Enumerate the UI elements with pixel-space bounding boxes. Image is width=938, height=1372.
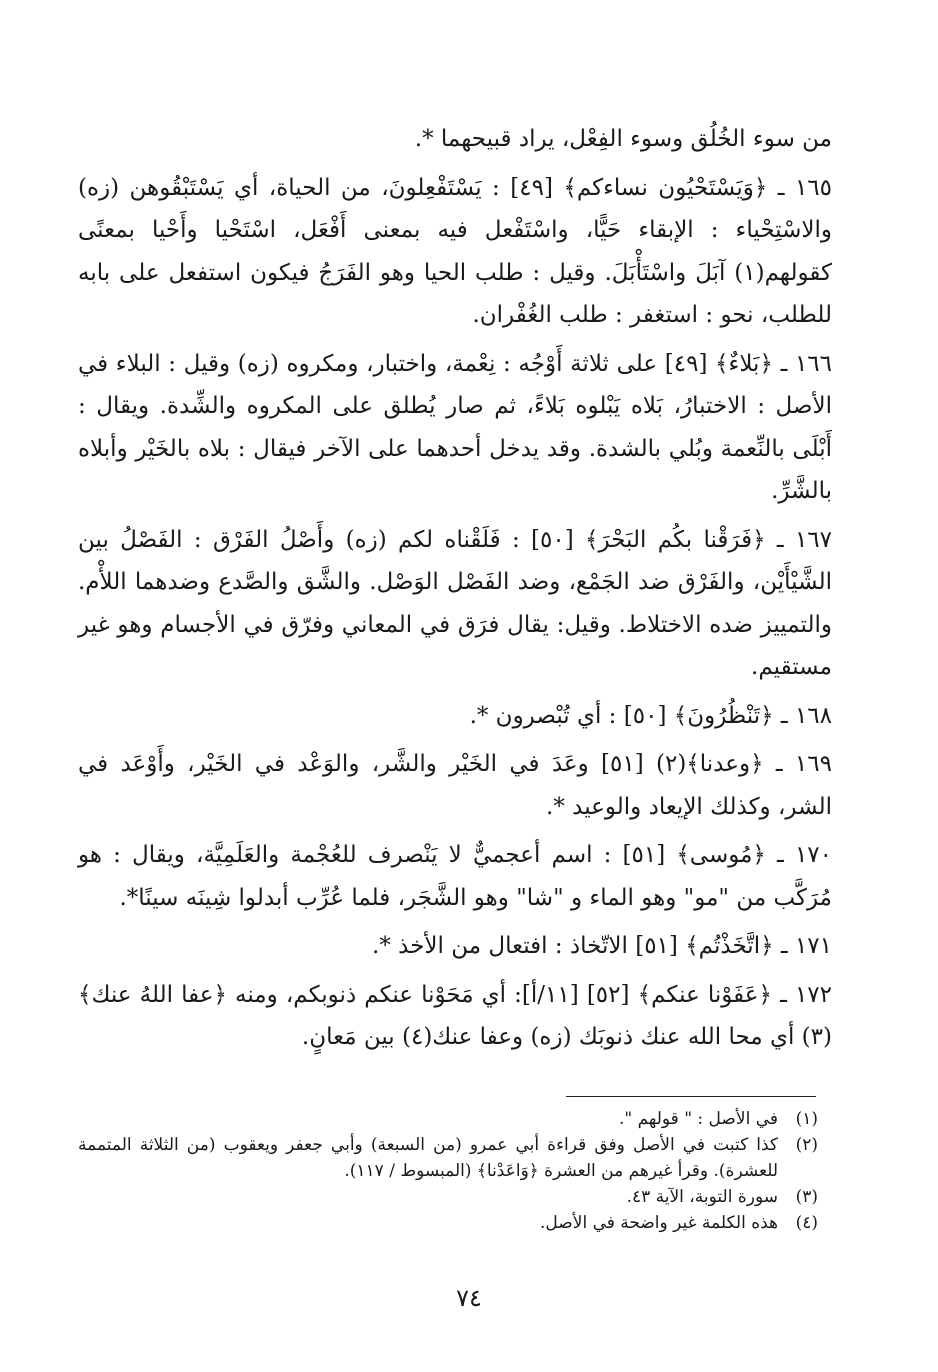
footnote-1 [78,1106,818,1132]
footnote-number: (١) [795,1109,818,1129]
footnote-number: (٤) [795,1213,818,1233]
paragraph-entry-170: ١٧٠ ـ ﴿مُوسى﴾ [٥١] : اسم أعجميٌّ لا يَنْصرف للعُجْمة والعَلَمِيَّة، ويقال : هو مُرَكَّب من "مو" وهو الماء و "شا" وهو الشَّجَر، فلما عُرِّب أبدلوا شِينَه سينًا*. [78,842,832,911]
paragraph-entry-168: ١٦٨ ـ ﴿تَنْظُرُونَ﴾ [٥٠] : أي تُبْصرون *. [469,702,832,729]
footnote-3 [78,1184,818,1210]
footnote-text: كذا كتبت في الأصل وفق قراءة أبي عمرو (من السبعة) وأبي جعفر ويعقوب (من الثلاثة المتممة للعشرة). وقرأ غيرهم من العشرة ﴿وَاعَدْنا﴾ (المبسوط / ١١٧). [78,1135,778,1181]
paragraph-entry-172: ١٧٢ ـ ﴿عَفَوْنا عنكم﴾ [٥٢] [١١/أ]: أي مَحَوْنا عنكم ذنوبكم، ومنه ﴿عفا اللهُ عنك﴾(٣) أي محا الله عنك ذنوبَك (زه) وعفا عنك(٤) بين مَعانٍ. [78,981,832,1050]
paragraph-entry-165: ١٦٥ ـ ﴿وَيَسْتَحْيُون نساءكم﴾ [٤٩] : يَسْتَفْعِلونَ، من الحياة، أي يَسْتَبْقُوهن (زه) والاسْتِحْياء : الإبقاء حَيًّا، واسْتَفْعل فيه بمعنى أَفْعَل، اسْتَحْيا وأَحْيا بمعنًى كقولهم(١) آبَلَ واسْتَأْبَلَ. وقيل : طلب الحيا وهو الفَرَجُ فيكون استفعل على بابه للطلب، نحو : استغفر : طلب الغُفْران. [78,174,833,328]
paragraph-entry-167: ١٦٧ ـ ﴿فَرَقْنا بكُم البَحْرَ﴾ [٥٠] : فَلَقْناه لكم (زه) وأَصْلُ الفَرْق : الفَصْلُ بين الشَّيْأَيْن، والفَرْق ضد الجَمْع، وضد الفَصْل الوَصْل. والشَّق والصَّدع وضدهما اللأْم. والتمييز ضده الاختلاط. وقيل: يقال فرَق في المعاني وفرّق في الأجسام وهو غير مستقيم. [78,526,832,680]
footnote-text: سورة التوبة، الآية ٤٣. [626,1187,778,1207]
footnotes [78,1106,818,1236]
footnote-2 [78,1132,818,1184]
footnote-separator [566,1096,816,1097]
paragraph-entry-169: ١٦٩ ـ ﴿وعدنا﴾(٢) [٥١] وعَدَ في الخَيْر والشَّر، والوَعْد في الخَيْر، وأَوْعَد في الشر، وكذلك الإيعاد والوعيد *. [78,751,832,820]
paragraph-entry-166: ١٦٦ ـ ﴿بَلاءٌ﴾ [٤٩] على ثلاثة أَوْجُه : نِعْمة، واختبار، ومكروه (زه) وقيل : البلاء في الأصل : الاختبارُ، بَلاه يَبْلوه بَلاءً، ثم صار يُطلق على المكروه والشِّدة. ويقال : أَبْلَى بالنِّعمة وبُلي بالشدة. وقد يدخل أحدهما على الآخر فيقال : بلاه بالخَيْر وأبلاه بالشَّرِّ. [78,350,832,504]
footnote-text: هذه الكلمة غير واضحة في الأصل. [540,1213,778,1233]
main-text [78,118,832,1059]
page-number: ٧٤ [456,1284,482,1312]
footnote-number: (٣) [795,1187,818,1207]
footnote-number: (٢) [795,1135,818,1155]
footnote-4 [78,1210,818,1236]
footnote-text: في الأصل : " قولهم ". [618,1109,778,1129]
paragraph-entry-171: ١٧١ ـ ﴿اتَّخَذْتُم﴾ [٥١] الاتّخاذ : افتعال من الأخذ *. [372,933,832,959]
paragraph-continuation: من سوء الخُلُق وسوء الفِعْل، يراد قبيحهما *. [414,126,832,152]
